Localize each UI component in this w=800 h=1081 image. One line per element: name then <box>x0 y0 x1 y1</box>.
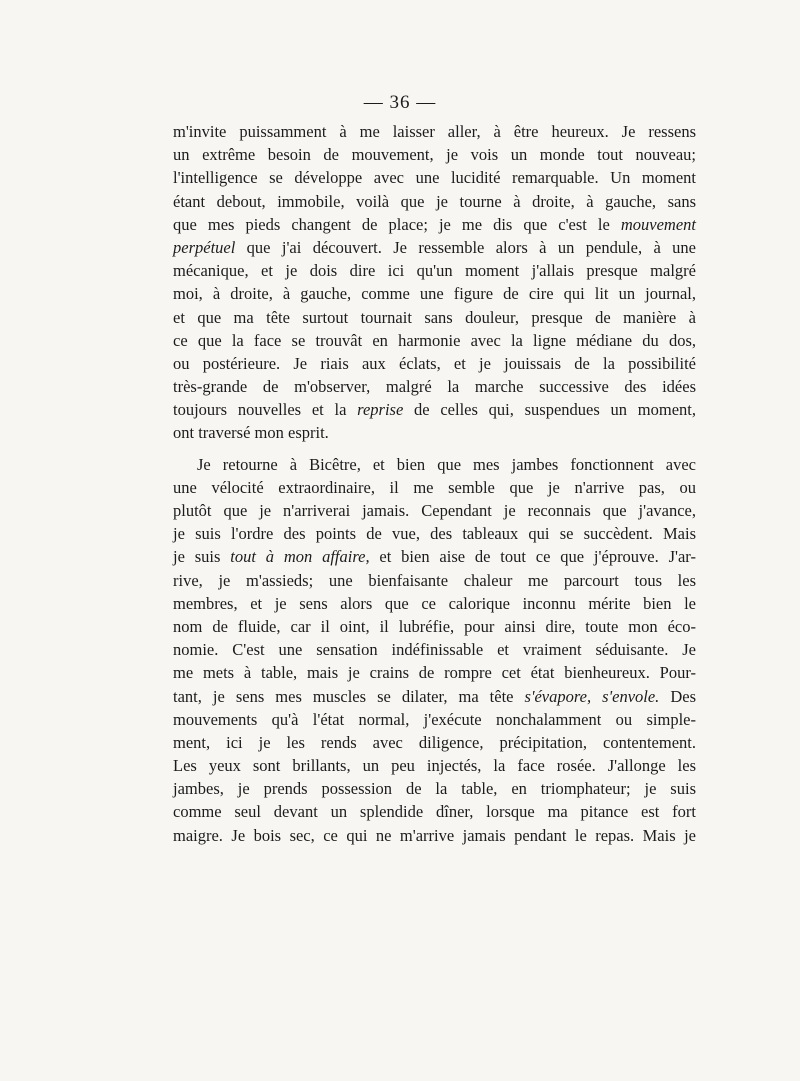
text-segment: je suis l'ordre des points de vue, des tableaux qui se succèdent. Mais <box>173 524 696 544</box>
text-segment: étant debout, immobile, voilà que je tourne à droite, à gauche, sans <box>173 191 696 211</box>
text-line <box>173 352 696 375</box>
page-number: — 36 — <box>363 92 437 113</box>
text-line <box>173 777 696 800</box>
text-line <box>173 375 696 398</box>
text-segment: Je retourne à Bicêtre, et bien que mes jambes fonctionnent avec <box>197 454 696 474</box>
text-line <box>173 592 696 615</box>
text-segment: maigre. Je bois sec, ce qui ne m'arrive jamais pendant le repas. Mais je <box>173 825 696 845</box>
body-text <box>173 120 696 847</box>
italic-text: mouvement <box>620 214 696 234</box>
text-line <box>173 615 696 638</box>
text-line <box>173 545 696 568</box>
text-line <box>173 661 696 684</box>
text-line <box>173 259 696 282</box>
text-line <box>173 421 696 444</box>
text-segment: l'intelligence se développe avec une lucidité remarquable. Un moment <box>173 168 696 188</box>
text-segment: très-grande de m'observer, malgré la marche successive des idées <box>173 377 696 397</box>
text-segment: Les yeux sont brillants, un peu injectés, la face rosée. J'allonge les <box>173 756 696 776</box>
text-segment: ont traversé mon esprit. <box>173 423 329 443</box>
text-segment: Des <box>659 686 696 706</box>
text-segment: nom de fluide, car il oint, il lubréfie, pour ainsi dire, toute mon éco- <box>173 616 696 636</box>
text-segment: comme seul devant un splendide dîner, lorsque ma pitance est fort <box>173 802 696 822</box>
text-segment: et bien aise de tout ce que j'éprouve. J'ar- <box>369 547 696 567</box>
text-line <box>173 754 696 777</box>
text-line <box>173 638 696 661</box>
text-line <box>173 522 696 545</box>
italic-text: reprise <box>357 400 404 420</box>
text-line <box>173 569 696 592</box>
text-segment: jambes, je prends possession de la table, en triomphateur; je suis <box>173 779 696 799</box>
text-segment: toujours nouvelles et la <box>173 400 358 420</box>
text-segment: mouvements qu'à l'état normal, j'exécute nonchalamment ou simple- <box>173 709 696 729</box>
text-segment: que mes pieds changent de place; je me dis que c'est le <box>173 214 621 234</box>
text-segment: membres, et je sens alors que ce calorique inconnu mérite bien le <box>173 593 696 613</box>
text-segment: ou postérieure. Je riais aux éclats, et je jouissais de la possibilité <box>173 353 696 373</box>
text-segment: m'invite puissamment à me laisser aller, à être heureux. Je ressens <box>173 122 696 141</box>
italic-text: tout à mon affaire, <box>230 547 370 567</box>
text-line <box>173 329 696 352</box>
text-line <box>173 143 696 166</box>
italic-text: s'évapore, s'envole. <box>524 686 660 706</box>
text-segment: je suis <box>173 547 231 567</box>
text-line <box>173 685 696 708</box>
text-line <box>173 236 696 259</box>
text-segment: et que ma tête surtout tournait sans douleur, presque de manière à <box>173 307 696 327</box>
text-segment: ment, ici je les rends avec diligence, précipitation, contentement. <box>173 732 696 752</box>
text-segment: ce que la face se trouvât en harmonie avec la ligne médiane du dos, <box>173 330 696 350</box>
text-line <box>173 499 696 522</box>
text-line <box>173 120 696 143</box>
text-line <box>173 453 696 476</box>
text-line <box>173 166 696 189</box>
text-segment: de celles qui, suspendues un moment, <box>403 400 696 420</box>
text-line <box>173 282 696 305</box>
text-segment: une vélocité extraordinaire, il me semble que je n'arrive pas, ou <box>173 477 696 497</box>
text-segment: que j'ai découvert. Je ressemble alors à un pendule, à une <box>235 237 696 257</box>
text-line <box>173 476 696 499</box>
text-line <box>173 398 696 421</box>
text-segment: tant, je sens mes muscles se dilater, ma tête <box>173 686 525 706</box>
text-segment: nomie. C'est une sensation indéfinissable et vraiment séduisante. Je <box>173 640 696 660</box>
text-segment: moi, à droite, à gauche, comme une figure de cire qui lit un journal, <box>173 284 696 304</box>
text-segment: rive, je m'assieds; une bienfaisante chaleur me parcourt tous les <box>173 570 696 590</box>
text-segment: mécanique, et je dois dire ici qu'un moment j'allais presque malgré <box>173 261 696 281</box>
text-line <box>173 824 696 847</box>
text-line <box>173 800 696 823</box>
text-line <box>173 731 696 754</box>
text-line <box>173 708 696 731</box>
text-segment: me mets à table, mais je crains de rompre cet état bienheureux. Pour- <box>173 663 696 683</box>
text-line <box>173 190 696 213</box>
text-line <box>173 306 696 329</box>
italic-text: perpétuel <box>173 237 236 257</box>
text-segment: un extrême besoin de mouvement, je vois un monde tout nouveau; <box>173 145 696 165</box>
text-line <box>173 213 696 236</box>
text-segment: plutôt que je n'arriverai jamais. Cependant je reconnais que j'avance, <box>173 501 696 520</box>
